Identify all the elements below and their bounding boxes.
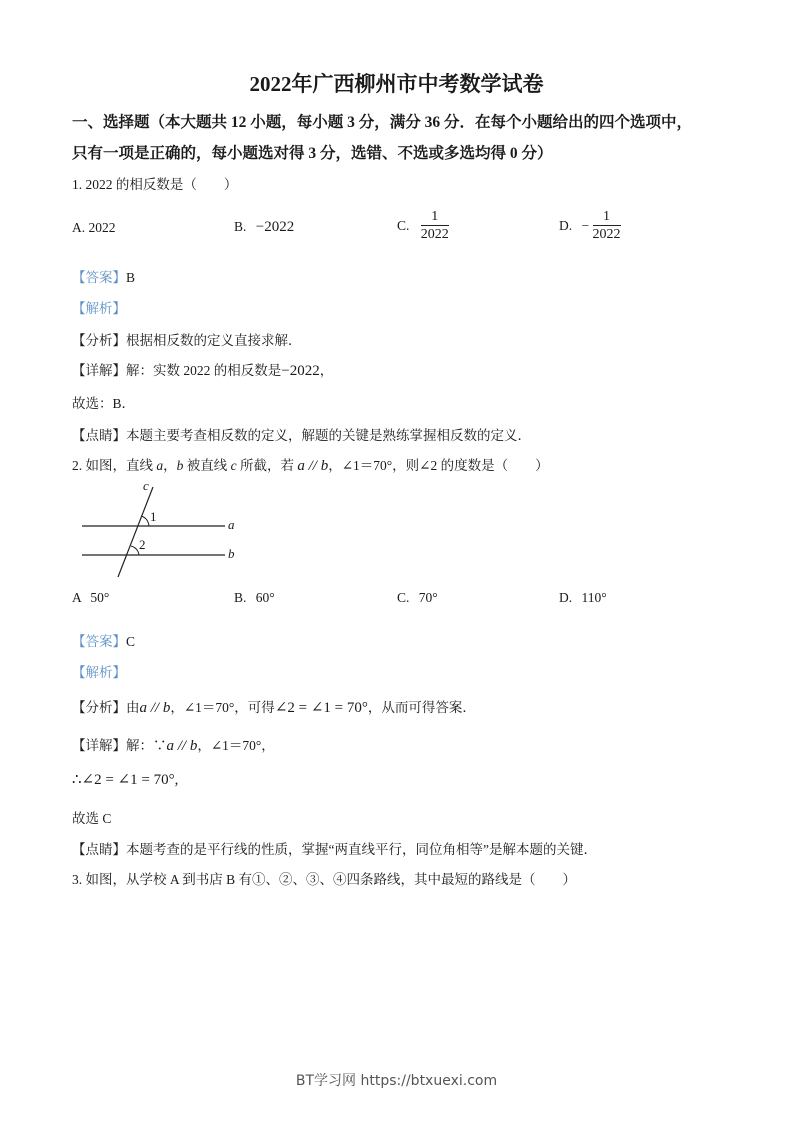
label-c: c — [143, 478, 149, 493]
q2-xiangjie: 【详解】解：∵a // b，∠1＝70°， — [72, 738, 275, 754]
q1-dianjing: 【点睛】本题主要考查相反数的定义，解题的关键是熟练掌握相反数的定义． — [72, 428, 531, 443]
label-1: 1 — [150, 509, 157, 524]
q2-option-d[interactable]: D. 110° — [559, 590, 607, 605]
q1-guxuan: 故选：B． — [72, 396, 136, 411]
q1-answer: 【答案】B — [72, 270, 136, 285]
section-heading-line1: 一、选择题（本大题共 12 小题，每小题 3 分，满分 36 分．在每个小题给出的四个选项中， — [72, 114, 693, 131]
q2-fenxi: 【分析】由a // b，∠1＝70°，可得∠2 = ∠1 = 70°，从而可得答案． — [72, 700, 476, 716]
q2-answer: 【答案】C — [72, 634, 136, 649]
label-2: 2 — [139, 537, 146, 552]
q2-guxuan: 故选 C — [72, 811, 112, 826]
q2-dianjing: 【点睛】本题考查的是平行线的性质，掌握“两直线平行，同位角相等”是解本题的关键． — [72, 842, 597, 857]
fraction: $\frac{1}{2022}$ — [592, 209, 621, 242]
q2-option-c[interactable]: C. 70° — [397, 590, 438, 605]
q1-xiangjie: 【详解】解：实数 2022 的相反数是−2022， — [72, 363, 334, 379]
q2-therefore: ∴∠2 = ∠1 = 70°, — [72, 772, 179, 788]
q1-analysis-label: 【解析】 — [72, 301, 126, 316]
page-title: 2022年广西柳州市中考数学试卷 — [249, 72, 544, 96]
q1-option-b[interactable]: B. −2022 — [234, 219, 295, 235]
section-heading-line2: 只有一项是正确的，每小题选对得 3 分，选错、不选或多选均得 0 分） — [72, 145, 553, 162]
q1-option-c[interactable]: C. $\frac{1}{2022}$ — [397, 209, 449, 242]
q2-stem: 2. 如图，直线 a，b 被直线 c 所截，若 a // b，∠1＝70°，则∠2 的度数是（ ） — [72, 458, 549, 474]
label-b: b — [228, 546, 235, 561]
q3-stem: 3. 如图，从学校 A 到书店 B 有①、②、③、④四条路线，其中最短的路线是（ ） — [72, 872, 577, 887]
label-a: a — [228, 517, 235, 532]
q1-fenxi: 【分析】根据相反数的定义直接求解． — [72, 333, 302, 348]
q1-option-d[interactable]: D. − $\frac{1}{2022}$ — [559, 209, 621, 242]
q1-stem: 1. 2022 的相反数是（ ） — [72, 177, 238, 192]
footer-watermark: BT学习网 https://btxuexi.com — [295, 1073, 498, 1089]
q1-option-a[interactable]: A. 2022 — [72, 220, 116, 235]
q2-analysis-label: 【解析】 — [72, 665, 126, 680]
q2-option-b[interactable]: B. 60° — [234, 590, 275, 605]
q2-option-a[interactable]: A 50° — [72, 590, 110, 605]
fraction: $\frac{1}{2022}$ — [420, 209, 449, 242]
